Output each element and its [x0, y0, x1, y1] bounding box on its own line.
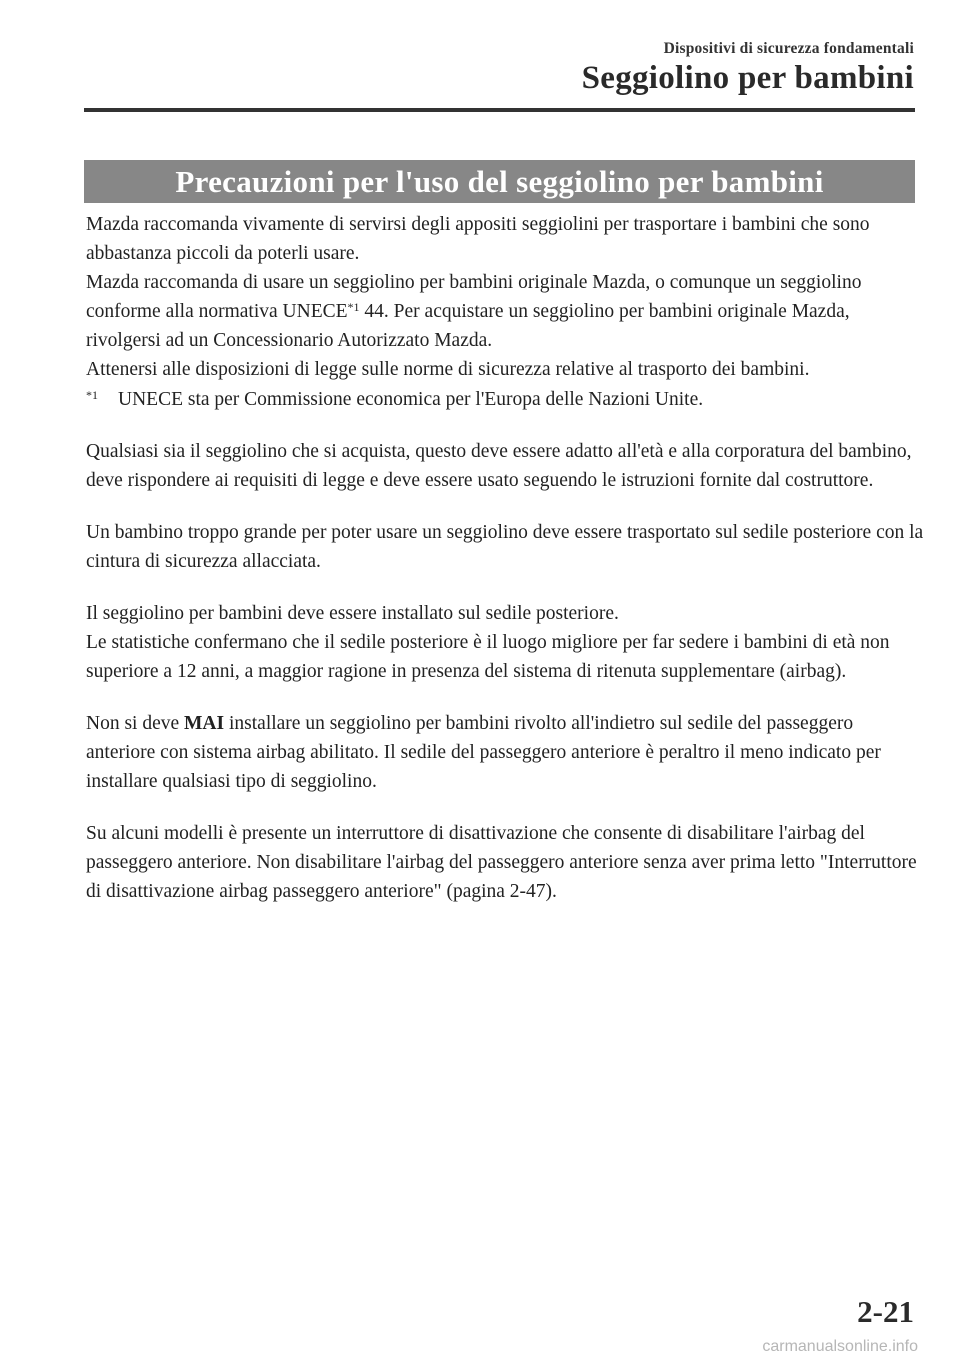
- paragraph-3: Attenersi alle disposizioni di legge sulle norme di sicurezza relative al trasporto dei bambini.: [86, 359, 810, 380]
- paragraph-2-end: 44. Per acquistare un seggiolino per bambini originale Mazda, rivolgersi ad un Concessionario Autorizzato Mazda.: [86, 301, 850, 351]
- emphasis-mai: MAI: [184, 713, 225, 734]
- section-banner: Precauzioni per l'uso del seggiolino per bambini: [84, 160, 915, 203]
- footnote: $^{*1}$ UNECE sta per Commissione economica per l'Europa delle Nazioni Unite.: [86, 388, 704, 410]
- page-header: [582, 40, 914, 97]
- paragraph-7: Le statistiche confermano che il sedile posteriore è il luogo migliore per far sedere i bambini di età non superiore a 12 anni, a maggior ragione in presenza del sistema di ritenuta supplementare (airbag).: [86, 632, 890, 682]
- footnote-reference: *1: [347, 300, 360, 314]
- paragraph-2: [86, 268, 926, 355]
- paragraph-8: [86, 709, 926, 796]
- paragraph-2-start: Mazda raccomanda di usare un seggiolino per bambini originale Mazda, o comunque un seggiolino conforme alla normativa UNECE: [86, 272, 862, 322]
- paragraph-4: Qualsiasi sia il seggiolino che si acquista, questo deve essere adatto all'età e alla corporatura del bambino, deve rispondere ai requisiti di legge e deve essere usato seguendo le istruzioni fornite dal costruttore.: [86, 441, 912, 491]
- body-text: [86, 210, 926, 906]
- page-number: 2-21: [857, 1294, 914, 1329]
- paragraph-9: Su alcuni modelli è presente un interruttore di disattivazione che consente di disabilitare l'airbag del passeggero anteriore. Non disabilitare l'airbag del passeggero anteriore senza aver prima letto "Interruttore di disattivazione airbag passeggero anteriore" (pagina 2-47).: [86, 823, 917, 902]
- paragraph-8-end: installare un seggiolino per bambini rivolto all'indietro sul sedile del passeggero anteriore con sistema airbag abilitato. Il sedile del passeggero anteriore è peraltro il meno indicato per installare qualsiasi tipo di seggiolino.: [86, 713, 881, 792]
- paragraph-6: Il seggiolino per bambini deve essere installato sul sedile posteriore.: [86, 603, 619, 624]
- section-title: Dispositivi di sicurezza fondamentali: [663, 40, 914, 57]
- paragraph-1: Mazda raccomanda vivamente di servirsi degli appositi seggiolini per trasportare i bambini che sono abbastanza piccoli da poterli usare.: [86, 214, 870, 264]
- watermark: carmanualsonline.info: [762, 1338, 918, 1355]
- paragraph-5: Un bambino troppo grande per poter usare un seggiolino deve essere trasportato sul sedile posteriore con la cintura di sicurezza allacciata.: [86, 522, 924, 572]
- header-rule: [84, 108, 915, 112]
- footnote-text: UNECE sta per Commissione economica per l'Europa delle Nazioni Unite.: [118, 389, 704, 410]
- chapter-title: Seggiolino per bambini: [581, 60, 914, 96]
- paragraph-8-start: Non si deve: [86, 713, 185, 734]
